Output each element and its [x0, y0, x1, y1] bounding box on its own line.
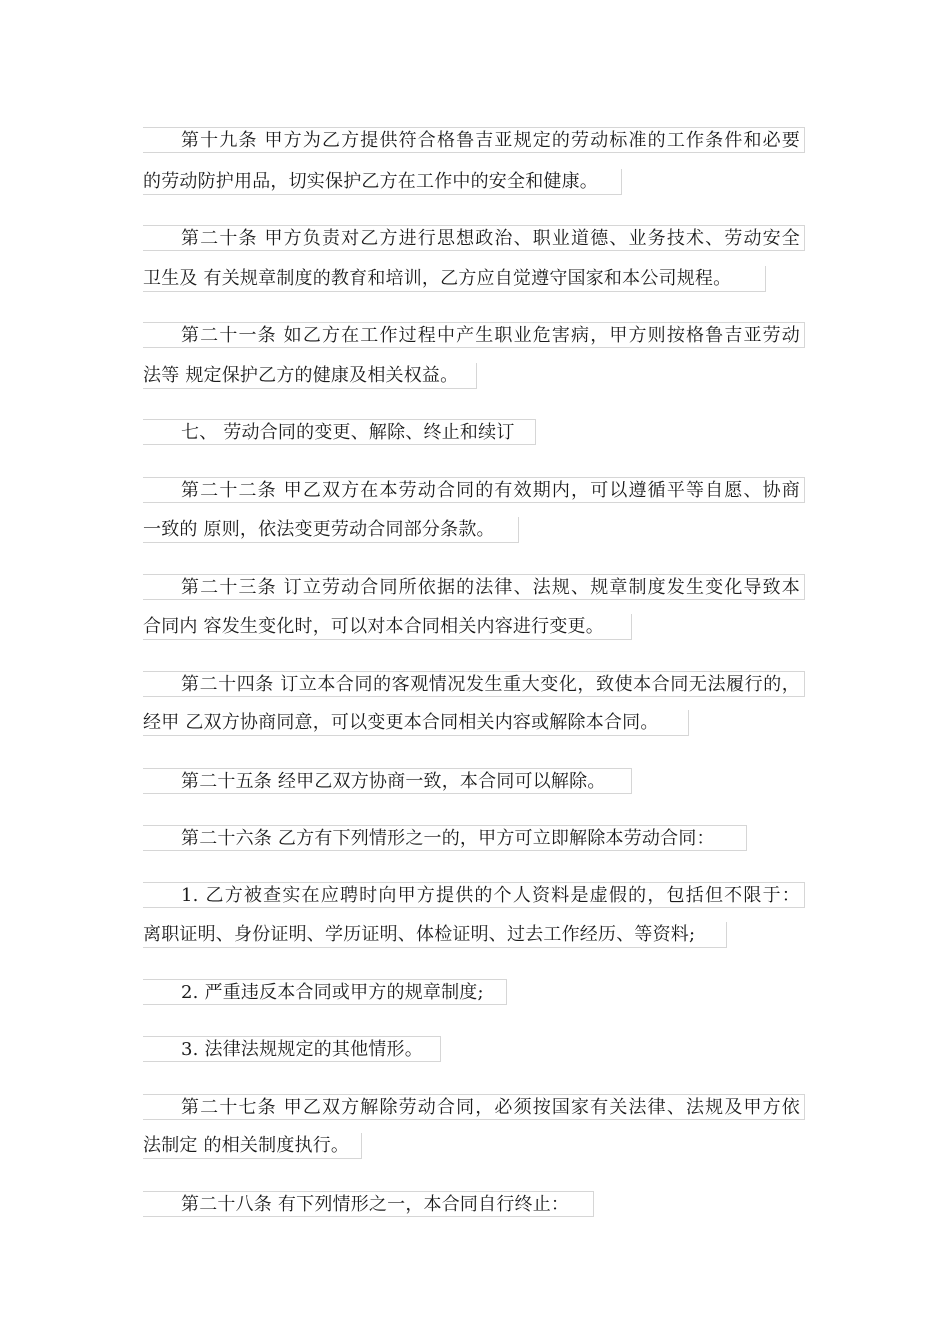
article-23-line-1: 第二十三条 订立劳动合同所依据的法律、法规、规章制度发生变化导致本 — [143, 574, 805, 600]
article-19-line-1: 第十九条 甲方为乙方提供符合格鲁吉亚规定的劳动标准的工作条件和必要 — [143, 127, 805, 153]
article-20-line-2: 卫生及 有关规章制度的教育和培训，乙方应自觉遵守国家和本公司规程。 — [143, 266, 766, 292]
article-21-line-2: 法等 规定保护乙方的健康及相关权益。 — [143, 363, 477, 389]
article-27-line-2: 法制定 的相关制度执行。 — [143, 1133, 362, 1159]
article-27-line-1: 第二十七条 甲乙双方解除劳动合同，必须按国家有关法律、法规及甲方依 — [143, 1094, 805, 1120]
article-25: 第二十五条 经甲乙双方协商一致，本合同可以解除。 — [143, 768, 632, 794]
article-22-line-2: 一致的 原则，依法变更劳动合同部分条款。 — [143, 517, 519, 543]
item-3: 3. 法律法规规定的其他情形。 — [143, 1036, 441, 1062]
section-7-heading: 七、 劳动合同的变更、解除、终止和续订 — [143, 419, 536, 445]
article-28: 第二十八条 有下列情形之一，本合同自行终止： — [143, 1191, 594, 1217]
item-2: 2. 严重违反本合同或甲方的规章制度; — [143, 979, 507, 1005]
article-22-line-1: 第二十二条 甲乙双方在本劳动合同的有效期内，可以遵循平等自愿、协商 — [143, 477, 805, 503]
item-1-line-2: 离职证明、身份证明、学历证明、体检证明、过去工作经历、等资料; — [143, 922, 727, 948]
article-24-line-2: 经甲 乙双方协商同意，可以变更本合同相关内容或解除本合同。 — [143, 710, 689, 736]
article-19-line-2: 的劳动防护用品，切实保护乙方在工作中的安全和健康。 — [143, 169, 622, 195]
article-24-line-1: 第二十四条 订立本合同的客观情况发生重大变化，致使本合同无法履行的， — [143, 671, 805, 697]
article-20-line-1: 第二十条 甲方负责对乙方进行思想政治、职业道德、业务技术、劳动安全 — [143, 225, 805, 251]
article-26: 第二十六条 乙方有下列情形之一的，甲方可立即解除本劳动合同： — [143, 825, 747, 851]
item-1-line-1: 1. 乙方被查实在应聘时向甲方提供的个人资料是虚假的，包括但不限于： — [143, 882, 805, 908]
article-23-line-2: 合同内 容发生变化时，可以对本合同相关内容进行变更。 — [143, 614, 632, 640]
article-21-line-1: 第二十一条 如乙方在工作过程中产生职业危害病，甲方则按格鲁吉亚劳动 — [143, 322, 805, 348]
